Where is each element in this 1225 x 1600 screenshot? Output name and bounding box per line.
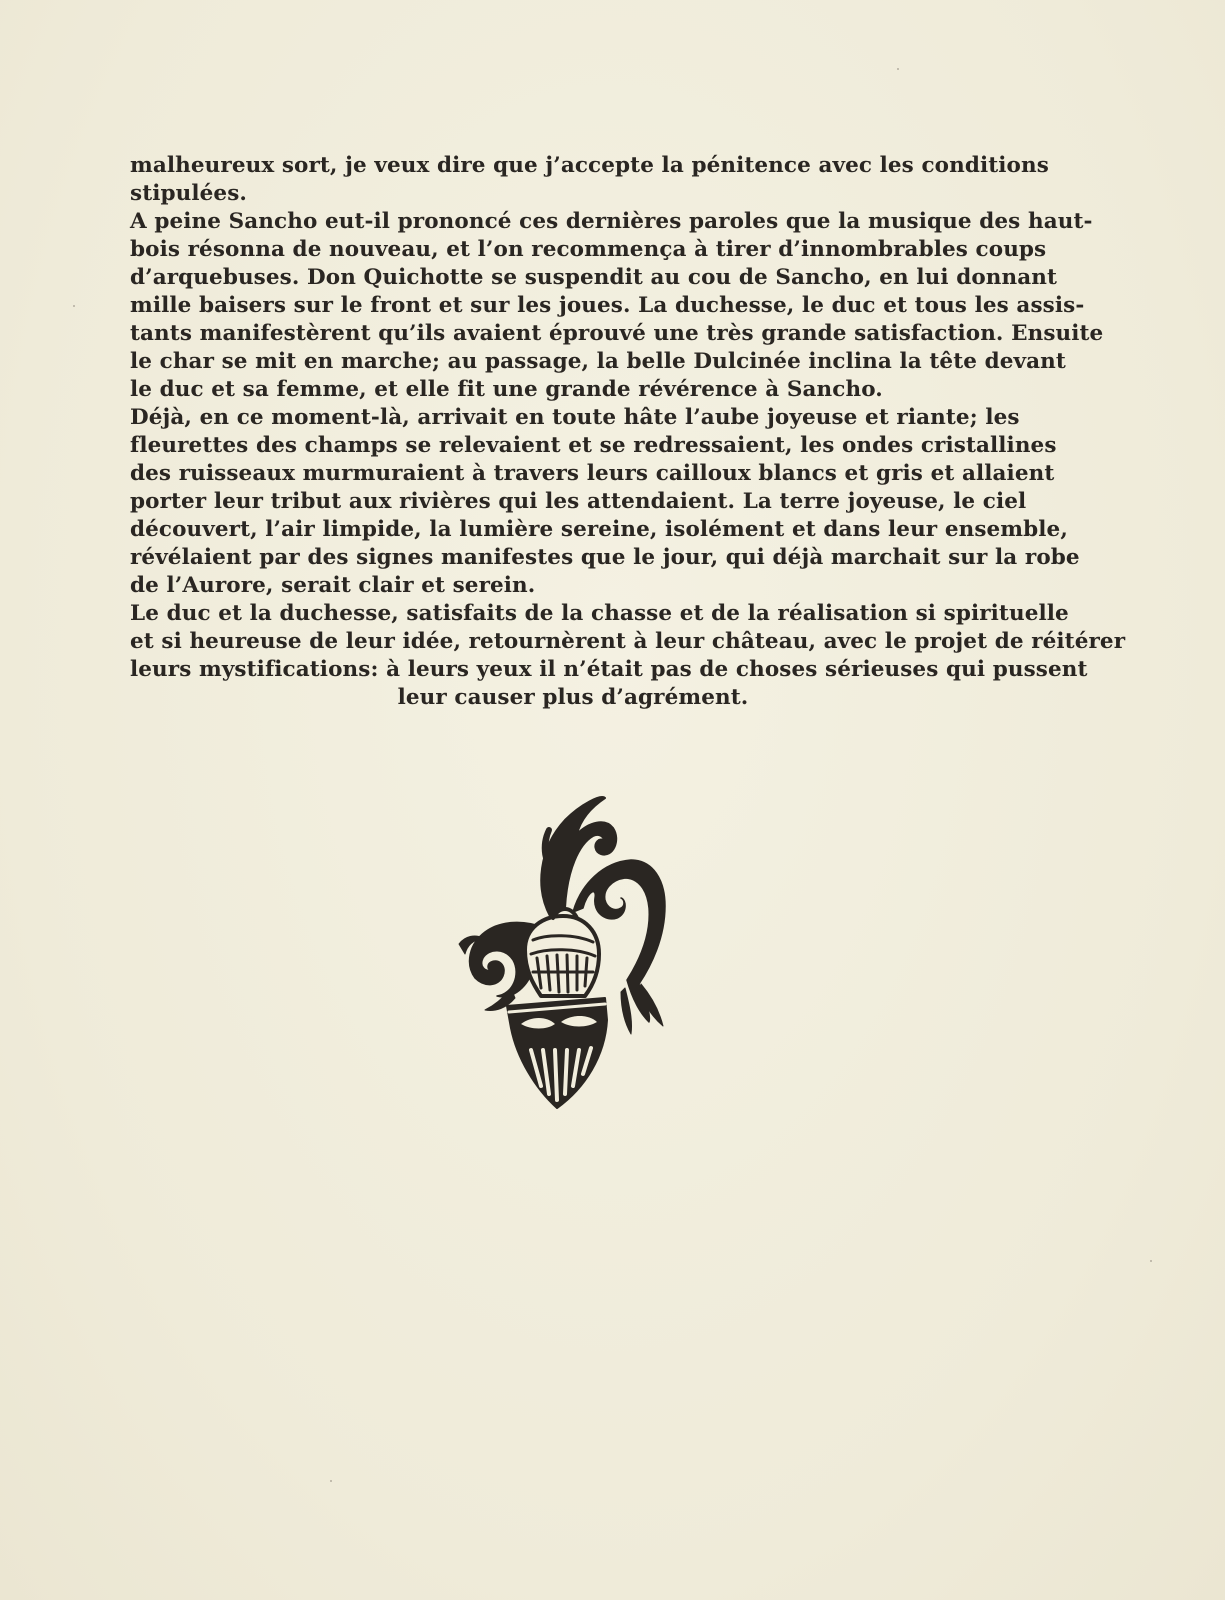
- text-line: mille baisers sur le front et sur les joues. La duchesse, le duc et tous les assis-: [130, 293, 1085, 318]
- text-line: et si heureuse de leur idée, retournèrent à leur château, avec le projet de réitérer: [130, 629, 1126, 654]
- text-line: découvert, l’air limpide, la lumière sereine, isolément et dans leur ensemble,: [130, 517, 1068, 542]
- paragraph-2: [130, 208, 1104, 404]
- paper-speck: [897, 68, 899, 70]
- text-line: A peine Sancho eut-il prononcé ces dernières paroles que la musique des haut-: [130, 209, 1093, 234]
- text-line: Le duc et la duchesse, satisfaits de la chasse et de la réalisation si spirituelle: [130, 601, 1069, 626]
- text-line: leur causer plus d’agrément.: [397, 685, 749, 710]
- text-line: leurs mystifications: à leurs yeux il n’était pas de choses sérieuses qui pussent: [130, 657, 1088, 682]
- paper-speck: [1150, 1260, 1152, 1262]
- text-line: bois résonna de nouveau, et l’on recommença à tirer d’innombrables coups: [130, 237, 1047, 262]
- text-line: de l’Aurore, serait clair et serein.: [130, 573, 536, 598]
- text-line: malheureux sort, je veux dire que j’accepte la pénitence avec les conditions: [130, 153, 1049, 178]
- text-line: tants manifestèrent qu’ils avaient éprouvé une très grande satisfaction. Ensuite: [130, 321, 1104, 346]
- body-text: [130, 152, 1126, 712]
- paragraph-3: [130, 404, 1080, 600]
- text-line: fleurettes des champs se relevaient et se redressaient, les ondes cristallines: [130, 433, 1057, 458]
- knight-helmet-crest-icon: [455, 788, 685, 1133]
- text-line: le duc et sa femme, et elle fit une grande révérence à Sancho.: [130, 377, 883, 402]
- text-line: révélaient par des signes manifestes que le jour, qui déjà marchait sur la robe: [130, 545, 1080, 570]
- text-line: porter leur tribut aux rivières qui les attendaient. La terre joyeuse, le ciel: [130, 489, 1027, 514]
- text-line: d’arquebuses. Don Quichotte se suspendit au cou de Sancho, en lui donnant: [130, 265, 1058, 290]
- text-line: le char se mit en marche; au passage, la belle Dulcinée inclina la tête devant: [130, 349, 1066, 374]
- paper-speck: [330, 1480, 332, 1482]
- paragraph-4: [130, 600, 1126, 712]
- text-line: stipulées.: [130, 181, 247, 206]
- paper-speck: [73, 305, 75, 307]
- text-line: Déjà, en ce moment-là, arrivait en toute hâte l’aube joyeuse et riante; les: [130, 405, 1020, 430]
- text-line: des ruisseaux murmuraient à travers leurs cailloux blancs et gris et allaient: [130, 461, 1055, 486]
- paragraph-1: [130, 152, 1049, 208]
